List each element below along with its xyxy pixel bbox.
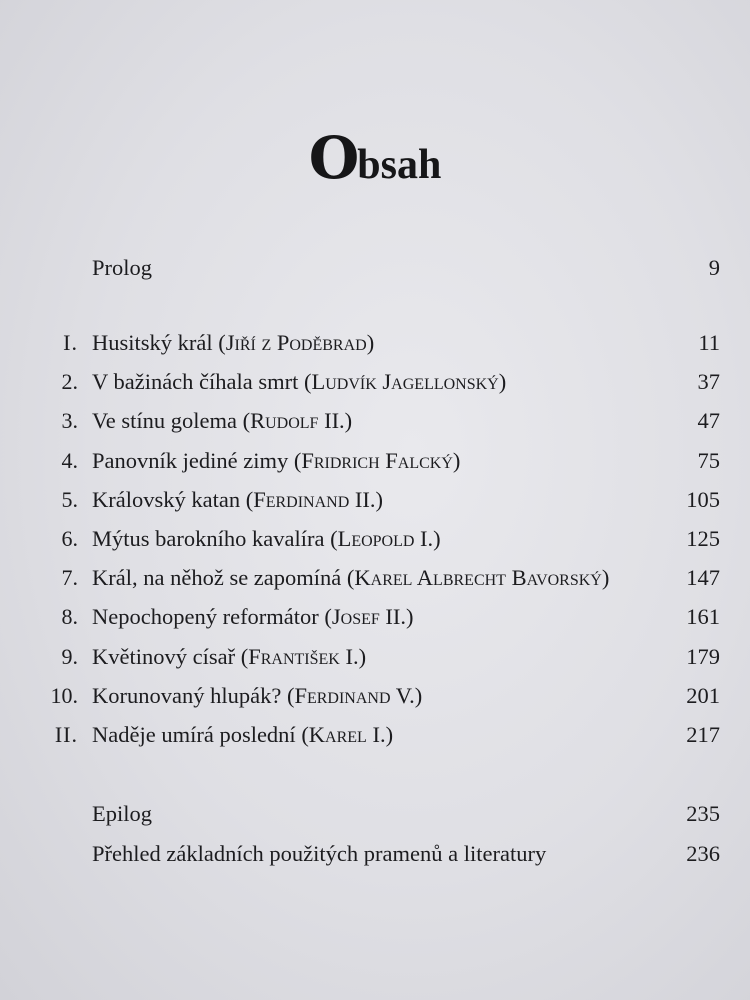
chapter-title: V bažinách číhala smrt (92, 369, 299, 395)
chapter-number: 2. (61, 369, 78, 395)
chapter-ruler: (Rudolf II.) (242, 408, 353, 434)
toc-page-number: 161 (686, 604, 720, 630)
chapter-title-line (92, 326, 374, 360)
toc-entry-label: Epilog (92, 801, 152, 826)
chapter-ruler: (Josef II.) (324, 604, 414, 630)
title-rest: bsah (357, 142, 442, 188)
toc-entry-label: Prolog (92, 255, 153, 280)
chapter-title-line (92, 718, 393, 752)
toc-page-number: 105 (686, 486, 720, 512)
toc-page-number: 179 (686, 643, 720, 669)
chapter-title-line (92, 444, 460, 478)
toc-page-number: 236 (686, 841, 720, 866)
chapter-number: 5. (61, 486, 78, 512)
toc-entry-prolog (0, 251, 750, 285)
toc-page-number: 147 (686, 565, 720, 591)
toc-entry-chapter (0, 483, 750, 517)
toc-entry-chapter (0, 404, 750, 438)
chapter-title-line (92, 522, 441, 556)
page-title (0, 124, 750, 195)
chapter-number: 9. (61, 643, 78, 669)
chapter-title: Královský katan (92, 486, 241, 512)
toc-entry-chapter (0, 718, 750, 752)
chapter-number: 3. (61, 408, 78, 434)
chapter-ruler: (Karel Albrecht Bavorský) (346, 565, 610, 591)
chapter-title-line (92, 561, 609, 595)
toc-page-number: 37 (697, 369, 720, 395)
chapter-number: 10. (50, 682, 78, 708)
toc-entry-chapter (0, 640, 750, 674)
chapter-number: I. (63, 330, 78, 355)
toc-page-number: 47 (697, 408, 720, 434)
chapter-title: Mýtus barokního kavalíra (92, 526, 325, 551)
toc-entry-chapter (0, 444, 750, 478)
chapter-ruler: (Jiří z Poděbrad) (218, 330, 375, 355)
toc-entry-chapter (0, 365, 750, 399)
chapter-ruler: (Ferdinand V.) (286, 682, 423, 708)
toc-page-number: 75 (697, 447, 720, 473)
toc-entry-epilog (0, 797, 750, 831)
toc-page-number: 11 (698, 330, 720, 355)
chapter-title: Naděje umírá poslední (92, 722, 296, 747)
chapter-ruler: (František I.) (240, 643, 367, 669)
chapter-title-line (92, 365, 506, 399)
chapter-number: 6. (61, 526, 78, 551)
toc-page-number: 201 (686, 682, 720, 708)
chapter-number: 8. (61, 604, 78, 630)
toc-entry-chapter (0, 561, 750, 595)
chapter-title: Ve stínu golema (92, 408, 237, 434)
toc-entry-sources (0, 837, 750, 871)
toc-entry-chapter (0, 679, 750, 713)
chapter-title: Květinový císař (92, 643, 236, 669)
chapter-title: Husitský král (92, 330, 213, 355)
toc-entry-chapter (0, 600, 750, 634)
chapter-title-line (92, 640, 366, 674)
title-initial: O (308, 124, 358, 192)
chapter-title-line (92, 679, 422, 713)
chapter-ruler: (Ferdinand II.) (245, 486, 383, 512)
toc-page-number: 125 (686, 526, 720, 551)
toc-entry-chapter (0, 522, 750, 556)
chapter-title-line (92, 600, 414, 634)
chapter-ruler: (Karel I.) (301, 722, 394, 747)
chapter-ruler: (Leopold I.) (330, 526, 441, 551)
chapter-title-line (92, 483, 383, 517)
chapter-number: II. (54, 722, 78, 747)
chapter-ruler: (Fridrich Falcký) (293, 447, 461, 473)
chapter-number: 7. (61, 565, 78, 591)
chapter-title: Korunovaný hlupák? (92, 682, 282, 708)
chapter-number: 4. (61, 447, 78, 473)
chapter-title: Panovník jediné zimy (92, 447, 289, 473)
toc-page-number: 217 (686, 722, 720, 747)
chapter-title: Nepochopený reformátor (92, 604, 319, 630)
toc-page-number: 9 (708, 255, 720, 280)
toc-entry-label: Přehled základních použitých pramenů a literatury (92, 841, 547, 866)
toc-entry-chapter (0, 326, 750, 360)
chapter-title: Král, na něhož se zapomíná (92, 565, 342, 591)
toc-page-number: 235 (686, 801, 720, 826)
chapter-ruler: (Ludvík Jagellonský) (304, 369, 507, 395)
chapter-title-line (92, 404, 352, 438)
